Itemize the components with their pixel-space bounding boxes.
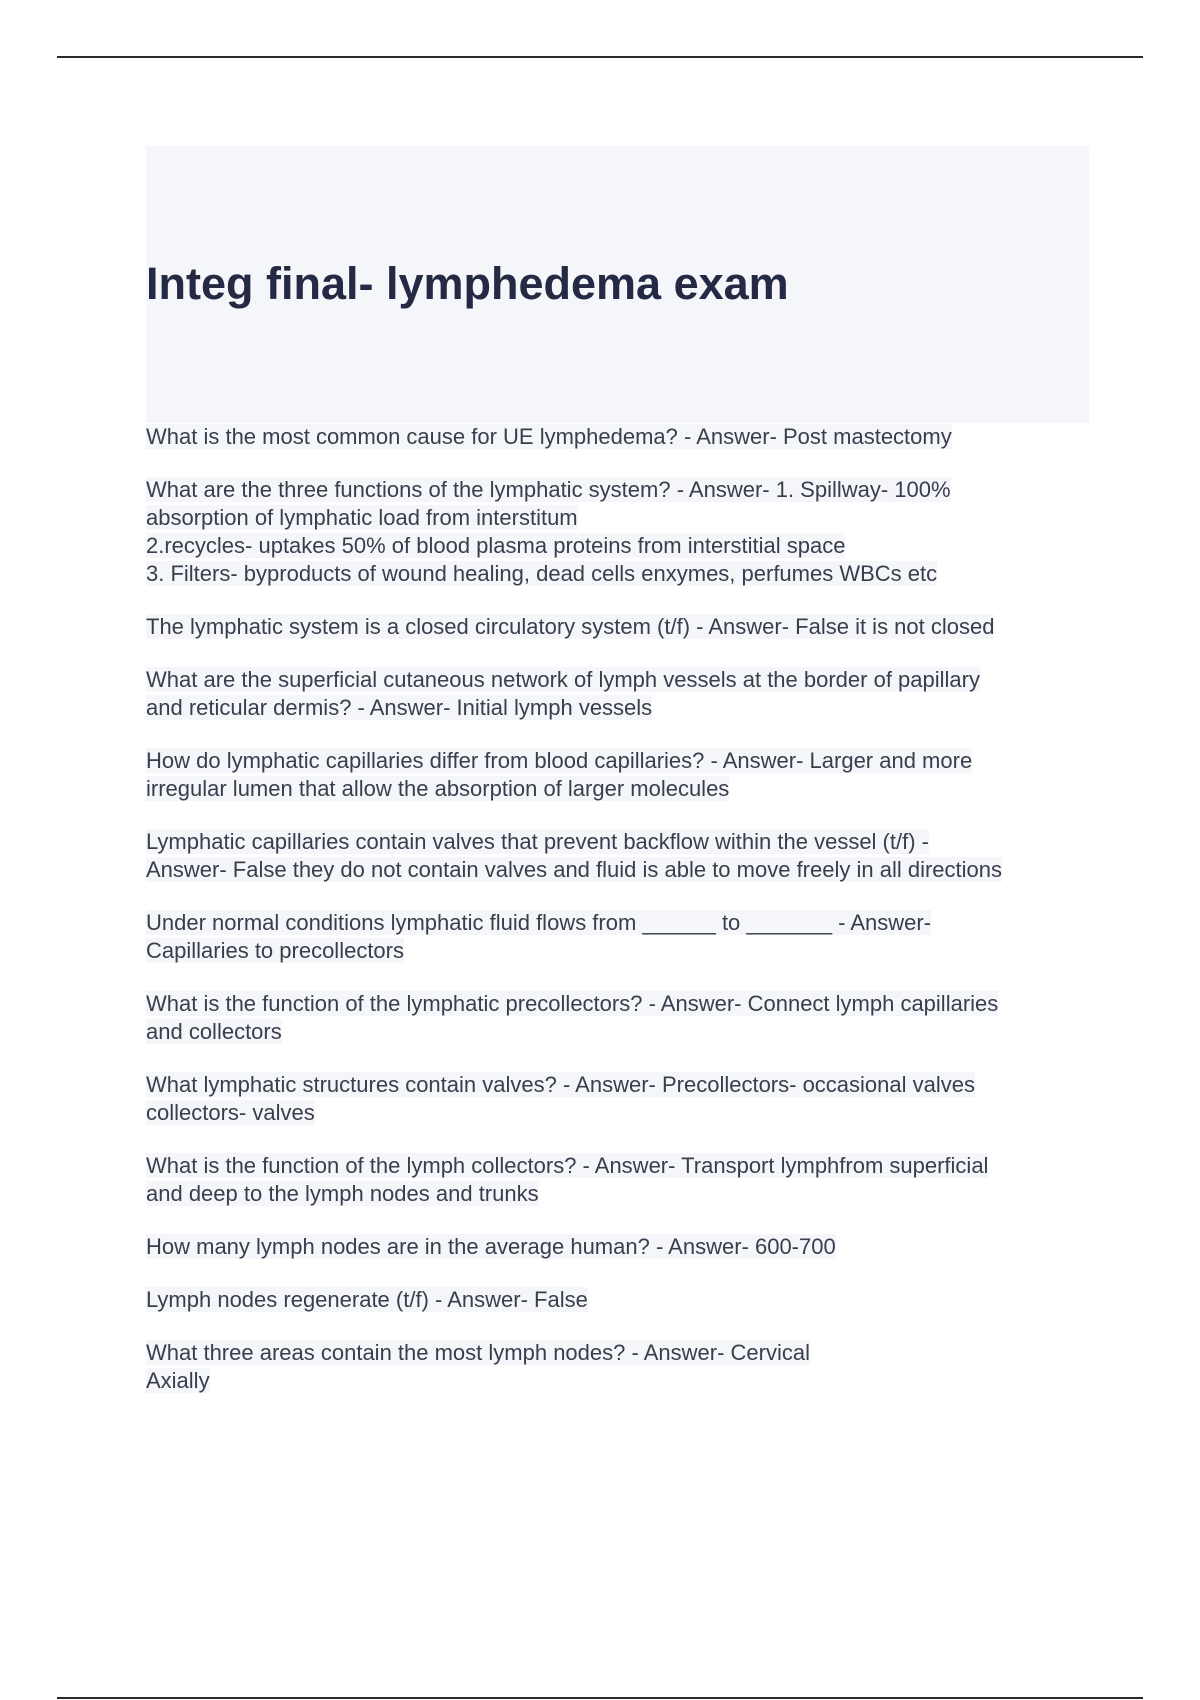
qa-line	[146, 476, 1096, 504]
qa-line	[146, 532, 1096, 560]
qa-line	[146, 1367, 1096, 1395]
qa-item	[146, 613, 1096, 641]
qa-line-text: irregular lumen that allow the absorption of larger molecules	[146, 776, 730, 801]
page-title: Integ final- lymphedema exam	[146, 258, 789, 309]
qa-line-text: What are the three functions of the lymphatic system? - Answer- 1. Spillway- 100%	[146, 477, 951, 502]
qa-line	[146, 1099, 1096, 1127]
qa-line-text: What is the function of the lymph collectors? - Answer- Transport lymphfrom superficial	[146, 1153, 989, 1178]
qa-item	[146, 747, 1096, 803]
qa-line-text: What three areas contain the most lymph nodes? - Answer- Cervical	[146, 1340, 810, 1365]
qa-line-text: What is the function of the lymphatic precollectors? - Answer- Connect lymph capillaries	[146, 991, 999, 1016]
qa-item	[146, 828, 1096, 884]
qa-line	[146, 856, 1096, 884]
qa-item	[146, 1071, 1096, 1127]
qa-line	[146, 1233, 1096, 1261]
qa-line-text: absorption of lymphatic load from interstitum	[146, 505, 578, 530]
qa-line	[146, 1152, 1096, 1180]
qa-line-text: Axially	[146, 1368, 210, 1393]
qa-line	[146, 990, 1096, 1018]
qa-line	[146, 1339, 1096, 1367]
bottom-divider	[57, 1697, 1143, 1699]
qa-item	[146, 990, 1096, 1046]
qa-line	[146, 560, 1096, 588]
qa-line-text: Lymphatic capillaries contain valves that prevent backflow within the vessel (t/f) -	[146, 829, 929, 854]
qa-line-text: The lymphatic system is a closed circulatory system (t/f) - Answer- False it is not closed	[146, 614, 995, 639]
qa-item	[146, 1339, 1096, 1395]
qa-line-text: 3. Filters- byproducts of wound healing, dead cells enxymes, perfumes WBCs etc	[146, 561, 938, 586]
qa-line-text: How do lymphatic capillaries differ from blood capillaries? - Answer- Larger and more	[146, 748, 973, 773]
qa-line-text: and reticular dermis? - Answer- Initial lymph vessels	[146, 695, 653, 720]
qa-line-text: Lymph nodes regenerate (t/f) - Answer- False	[146, 1287, 588, 1312]
qa-line	[146, 1071, 1096, 1099]
qa-line	[146, 828, 1096, 856]
qa-line-text: Answer- False they do not contain valves and fluid is able to move freely in all directions	[146, 857, 1002, 882]
qa-line	[146, 747, 1096, 775]
qa-line-text: and collectors	[146, 1019, 282, 1044]
qa-item	[146, 666, 1096, 722]
qa-line	[146, 1018, 1096, 1046]
qa-item	[146, 909, 1096, 965]
qa-item	[146, 423, 1096, 451]
qa-item	[146, 1233, 1096, 1261]
qa-line-text: and deep to the lymph nodes and trunks	[146, 1181, 539, 1206]
qa-line	[146, 504, 1096, 532]
qa-line	[146, 937, 1096, 965]
qa-line-text: collectors- valves	[146, 1100, 315, 1125]
qa-line-text: How many lymph nodes are in the average human? - Answer- 600-700	[146, 1234, 836, 1259]
qa-line-text: What is the most common cause for UE lymphedema? - Answer- Post mastectomy	[146, 424, 952, 449]
qa-item	[146, 1286, 1096, 1314]
top-divider	[57, 56, 1143, 58]
qa-list	[146, 423, 1096, 1420]
qa-item	[146, 476, 1096, 588]
qa-line-text: Capillaries to precollectors	[146, 938, 404, 963]
qa-line-text: Under normal conditions lymphatic fluid flows from ______ to _______ - Answer-	[146, 910, 932, 935]
qa-line	[146, 666, 1096, 694]
qa-item	[146, 1152, 1096, 1208]
qa-line	[146, 613, 1096, 641]
qa-line	[146, 1180, 1096, 1208]
qa-line-text: What are the superficial cutaneous network of lymph vessels at the border of papillary	[146, 667, 980, 692]
qa-line-text: 2.recycles- uptakes 50% of blood plasma proteins from interstitial space	[146, 533, 846, 558]
qa-line	[146, 909, 1096, 937]
qa-line	[146, 775, 1096, 803]
qa-line	[146, 1286, 1096, 1314]
qa-line-text: What lymphatic structures contain valves? - Answer- Precollectors- occasional valves	[146, 1072, 975, 1097]
qa-line	[146, 423, 1096, 451]
qa-line	[146, 694, 1096, 722]
